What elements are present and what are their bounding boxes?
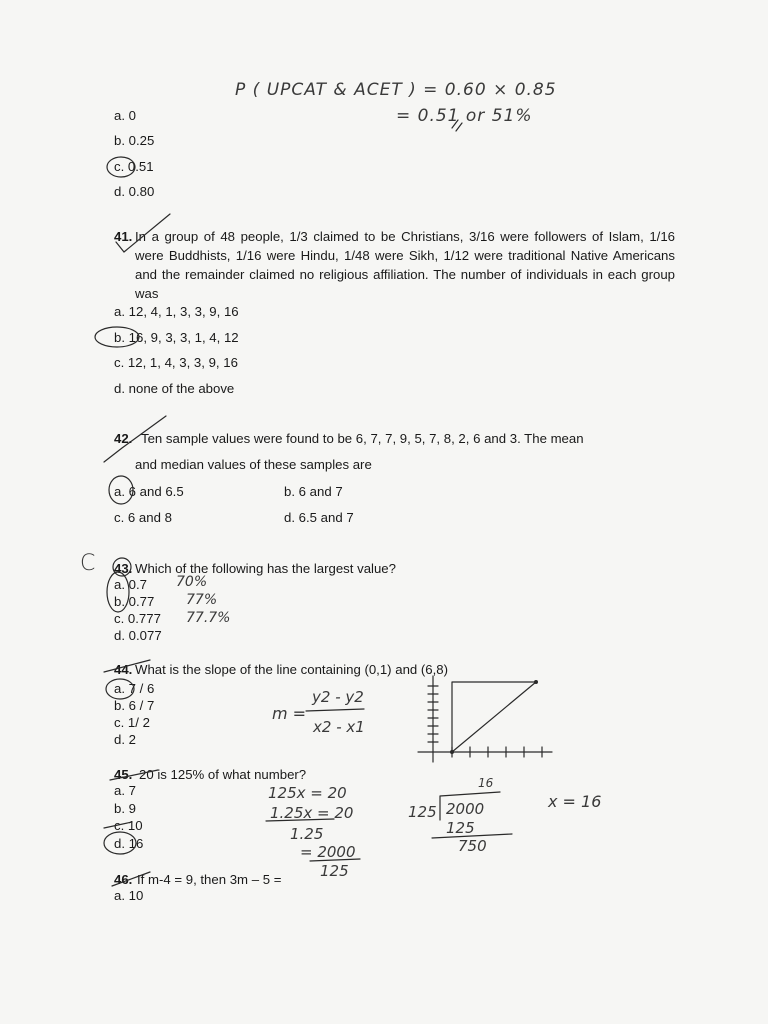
option-43a[interactable]: a. 0.7: [114, 577, 147, 592]
option-44a[interactable]: a. 7 / 6: [114, 681, 155, 696]
option-42a[interactable]: a. 6 and 6.5: [114, 484, 184, 499]
option-46a[interactable]: a. 10: [114, 888, 144, 903]
option-41c[interactable]: c. 12, 1, 4, 3, 3, 9, 16: [114, 355, 238, 370]
question-41-number: 41.: [114, 229, 133, 244]
option-40d[interactable]: d. 0.80: [114, 184, 155, 199]
question-43-text: Which of the following has the largest value?: [135, 561, 396, 576]
slope-formula-lhs: m =: [272, 704, 307, 723]
option-45d[interactable]: d. 16: [114, 836, 144, 851]
graph-slope-line: [452, 682, 536, 752]
question-43-number: 43.: [114, 561, 133, 576]
question-46-number: 46.: [114, 872, 133, 887]
option-43c[interactable]: c. 0.777: [114, 611, 161, 626]
option-45a[interactable]: a. 7: [114, 783, 136, 798]
percent-work-a: 70%: [176, 574, 208, 590]
equation-work-4: = 2000: [300, 843, 356, 861]
graph-point: [534, 680, 538, 684]
probability-work-line1: P ( UPCAT & ACET ) = 0.60 × 0.85: [235, 80, 557, 100]
graph-origin-point: [450, 750, 454, 754]
question-44-text: What is the slope of the line containing (0,1) and (6,8): [135, 662, 449, 677]
equation-work-3: 1.25: [290, 825, 324, 843]
option-41a[interactable]: a. 12, 4, 1, 3, 3, 9, 16: [114, 304, 239, 319]
option-45c[interactable]: c. 10: [114, 818, 143, 833]
division-subtract: 125: [446, 819, 475, 837]
option-44b[interactable]: b. 6 / 7: [114, 698, 155, 713]
question-41-text: In a group of 48 people, 1/3 claimed to be Christians, 3/16 were followers of Islam, 1/16 were Buddhists, 1/16 were Hindu, 1/48 were Sikh, 1/12 were traditional Native Americans and the remainder claimed no religious affiliation. The number of individuals in each group was: [135, 229, 675, 301]
division-quotient: 16: [478, 776, 494, 790]
percent-work-c: 77.7%: [186, 610, 231, 626]
option-43d[interactable]: d. 0.077: [114, 628, 162, 643]
option-44c[interactable]: c. 1/ 2: [114, 715, 150, 730]
equation-work-5: 125: [320, 862, 349, 880]
division-remainder: 750: [458, 837, 487, 855]
question-45-text: 20 is 125% of what number?: [139, 767, 307, 782]
question-42-text-line2: and median values of these samples are: [135, 457, 372, 472]
option-41b[interactable]: b. 16, 9, 3, 3, 1, 4, 12: [114, 330, 239, 345]
option-44d[interactable]: d. 2: [114, 732, 136, 747]
margin-mark-c: C: [80, 551, 96, 576]
option-42b[interactable]: b. 6 and 7: [284, 484, 343, 499]
question-45-number: 45.: [114, 767, 133, 782]
probability-work-line2: = 0.51 or 51%: [396, 106, 533, 126]
slope-formula-denominator: x2 - x1: [313, 718, 365, 736]
percent-work-b: 77%: [186, 592, 218, 608]
equation-work-1: 125x = 20: [268, 784, 347, 802]
question-44-number: 44.: [114, 662, 133, 677]
division-dividend: 2000: [446, 800, 485, 818]
graph-x-ticks: [452, 747, 542, 757]
option-40a[interactable]: a. 0: [114, 108, 136, 123]
option-40c[interactable]: c. 0.51: [114, 159, 154, 174]
question-42-number: 42.: [114, 431, 133, 446]
equation-work-2: 1.25x = 20: [270, 804, 354, 822]
option-45b[interactable]: b. 9: [114, 801, 136, 816]
option-42c[interactable]: c. 6 and 8: [114, 510, 172, 525]
option-41d[interactable]: d. none of the above: [114, 381, 235, 396]
division-divisor: 125: [408, 803, 437, 821]
graph-rectangle: [452, 682, 536, 752]
option-43b[interactable]: b. 0.77: [114, 594, 155, 609]
question-42-text-line1: Ten sample values were found to be 6, 7, 7, 9, 5, 7, 8, 2, 6 and 3. The mean: [141, 431, 584, 446]
answer-x-equals-16: x = 16: [548, 792, 602, 811]
graph-y-ticks: [428, 686, 438, 742]
option-42d[interactable]: d. 6.5 and 7: [284, 510, 354, 525]
fraction-bar: [306, 709, 364, 711]
question-46-text: If m-4 = 9, then 3m – 5 =: [137, 872, 282, 887]
slope-formula-numerator: y2 - y2: [312, 688, 364, 706]
option-40b[interactable]: b. 0.25: [114, 133, 155, 148]
